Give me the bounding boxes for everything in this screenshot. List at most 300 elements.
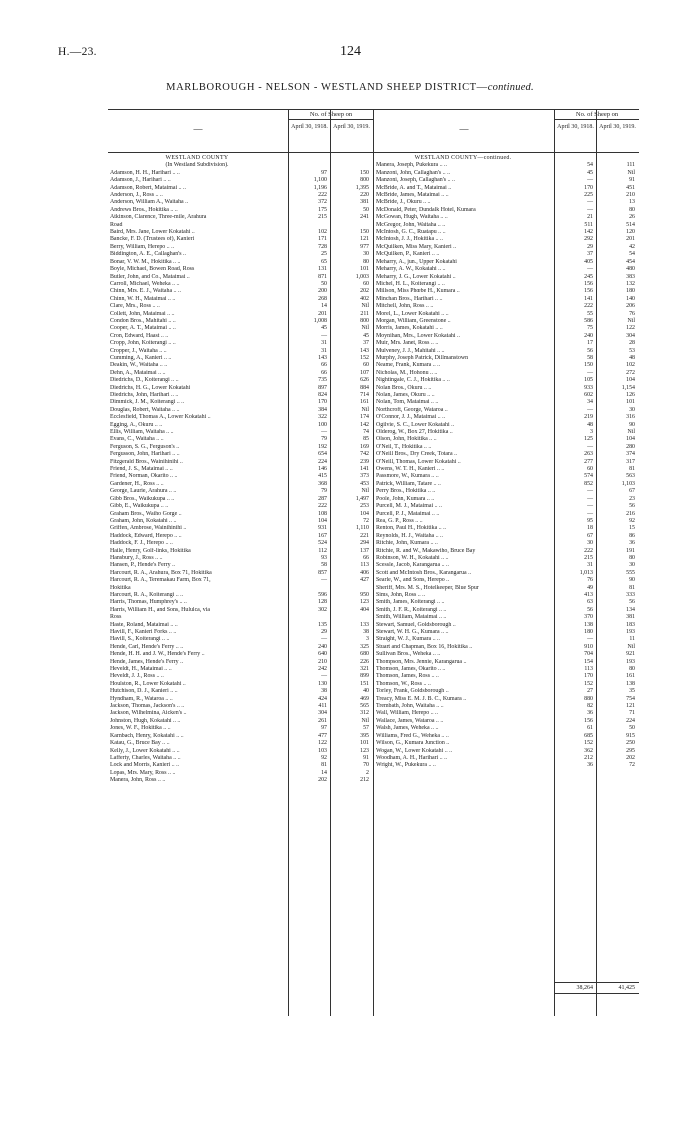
sheep-1918: 103 xyxy=(318,747,327,754)
owner-name: O'Neil, T., Hokitika .. .. xyxy=(376,443,432,450)
sheep-1918: 511 xyxy=(584,221,593,228)
table-row xyxy=(108,755,373,762)
sheep-1919: 404 xyxy=(360,606,369,613)
sheep-1918: — xyxy=(587,177,593,184)
table-row xyxy=(374,710,639,717)
sheep-1919: 80 xyxy=(629,554,635,561)
table-row xyxy=(374,266,639,273)
owner-name: Friend, J. S., Mataimai .. .. xyxy=(110,466,173,473)
owner-name: Karnbach, Henry, Kokatahi .. .. xyxy=(110,732,184,739)
owner-name: Evans, C., Waitaha .. .. xyxy=(110,436,164,443)
sheep-1919: 60 xyxy=(363,362,369,369)
table-row xyxy=(108,266,373,273)
sheep-1918: — xyxy=(587,495,593,502)
owner-name: Muir, Mrs. Janet, Ross .. .. xyxy=(376,340,439,347)
sheep-1919: 316 xyxy=(626,414,635,421)
sheep-1918: — xyxy=(587,503,593,510)
table-row xyxy=(108,377,373,384)
sheep-1918: 574 xyxy=(584,473,593,480)
sheep-1919: 161 xyxy=(360,399,369,406)
table-row xyxy=(108,333,373,340)
table-row xyxy=(374,281,639,288)
sheep-1918: 170 xyxy=(584,673,593,680)
sheep-1919: 42 xyxy=(629,243,635,250)
owner-name: Clare, Mrs., Ross .. .. xyxy=(110,303,160,310)
sheep-1919: 134 xyxy=(626,606,635,613)
sheep-1919: 80 xyxy=(363,258,369,265)
owner-name: Diedrichs, H. G., Lower Kokatahi xyxy=(110,384,191,391)
sheep-1918: 79 xyxy=(321,488,327,495)
sheep-1918: 215 xyxy=(318,214,327,221)
sheep-1918: 292 xyxy=(584,236,593,243)
owner-name: Millson, Miss Phœbe H., Kumara .. xyxy=(376,288,460,295)
sheep-1919: 202 xyxy=(360,288,369,295)
owner-name: Jackson, Wilhelmina, Aicken's .. xyxy=(110,710,187,717)
sheep-1918: 131 xyxy=(318,266,327,273)
sheep-1919: 48 xyxy=(629,354,635,361)
table-row xyxy=(374,199,639,206)
owner-name: Deakin, W., Waitaha .. .. xyxy=(110,362,168,369)
owner-name: Hokitika xyxy=(110,584,131,591)
table-row xyxy=(108,770,373,777)
owner-name: Meharry, J. G., Lower Kokatahi .. xyxy=(376,273,456,280)
sheep-1919: 950 xyxy=(360,591,369,598)
sheep-1918: 31 xyxy=(587,562,593,569)
table-row xyxy=(374,348,639,355)
sheep-1918: 261 xyxy=(318,717,327,724)
table-row xyxy=(108,362,373,369)
sheep-1919: 30 xyxy=(629,406,635,413)
table-row xyxy=(374,318,639,325)
table-row xyxy=(374,511,639,518)
owner-name: Ritchie, John, Kumara .. .. xyxy=(376,540,438,547)
sheep-1918: 304 xyxy=(318,710,327,717)
sheep-1918: — xyxy=(587,510,593,517)
sheep-1918: 156 xyxy=(584,280,593,287)
owner-name: Douglas, Robert, Waitaha .. .. xyxy=(110,406,180,413)
sheep-1918: 735 xyxy=(318,377,327,384)
sheep-1918: 36 xyxy=(587,710,593,717)
owner-name: Wogan, W., Lower Kokatahi .. .. xyxy=(376,747,453,754)
owner-name: Manera, Joseph, Pukekura .. .. xyxy=(376,162,447,169)
table-row xyxy=(108,199,373,206)
owner-name: Dimmick, J. M., Koiterangi .. .. xyxy=(110,399,185,406)
owner-name: Rea, G. P., Ross .. .. xyxy=(376,517,423,524)
table-row xyxy=(108,481,373,488)
table-row xyxy=(108,629,373,636)
table-row xyxy=(108,399,373,406)
owner-name: Northcroft, George, Wataroa .. xyxy=(376,406,448,413)
sheep-1918: 146 xyxy=(318,466,327,473)
owner-name: Thomson, James, Okarito .. .. xyxy=(376,666,446,673)
sheep-1919: 333 xyxy=(626,591,635,598)
owner-name: Sullivan Bros., Weheka .. .. xyxy=(376,651,441,658)
owner-name: Havill, S., Koiterangi .. .. xyxy=(110,636,170,643)
sheep-1918: 222 xyxy=(584,303,593,310)
table-row xyxy=(108,777,373,784)
table-row xyxy=(374,481,639,488)
table-row xyxy=(108,422,373,429)
table-row xyxy=(108,703,373,710)
sheep-1919: 680 xyxy=(360,651,369,658)
owner-name: Sheriff, Mrs. M. S., Hotelkeeper, Blue Spur xyxy=(376,584,479,591)
table-row xyxy=(108,562,373,569)
sheep-1919: 133 xyxy=(360,621,369,628)
sheep-1919: 1,497 xyxy=(355,495,369,502)
table-row xyxy=(374,296,639,303)
sheep-1918: 242 xyxy=(318,666,327,673)
sheep-1918: 287 xyxy=(318,495,327,502)
sheep-1918: 1,008 xyxy=(313,317,327,324)
totals-row xyxy=(555,982,639,994)
year-1919-header: April 30, 1919. xyxy=(333,124,370,130)
table-row xyxy=(374,607,639,614)
table-row xyxy=(374,177,639,184)
owner-name: Morgan, William, Greenstone .. xyxy=(376,317,451,324)
sheep-1918: 130 xyxy=(318,680,327,687)
sheep-1919: 183 xyxy=(626,621,635,628)
owner-name: Wallace, James, Wataroa .. .. xyxy=(376,717,444,724)
table-row xyxy=(374,407,639,414)
sheep-1919: 72 xyxy=(363,517,369,524)
table-row xyxy=(374,251,639,258)
sheep-1918: 728 xyxy=(318,243,327,250)
table-row xyxy=(108,585,373,592)
table-row xyxy=(374,548,639,555)
table-row xyxy=(108,259,373,266)
sheep-1918: — xyxy=(587,636,593,643)
right-rows xyxy=(374,155,639,770)
table-row xyxy=(374,274,639,281)
table-row xyxy=(374,629,639,636)
sheep-1918: 852 xyxy=(584,480,593,487)
sheep-1918: 302 xyxy=(318,606,327,613)
sheep-1918: 61 xyxy=(587,725,593,732)
sheep-1919: 250 xyxy=(626,740,635,747)
sheep-1918: 415 xyxy=(318,473,327,480)
table-row xyxy=(108,407,373,414)
table-row xyxy=(108,325,373,332)
sheep-1919: 193 xyxy=(626,658,635,665)
table-row xyxy=(374,614,639,621)
owner-name: Ross xyxy=(110,614,122,621)
table-row xyxy=(108,733,373,740)
sheep-1919: 626 xyxy=(360,377,369,384)
sheep-1918: 34 xyxy=(587,399,593,406)
sheep-1919: 312 xyxy=(360,710,369,717)
sheep-1919: 295 xyxy=(626,747,635,754)
owner-name: Wright, W., Pukekura .. .. xyxy=(376,762,436,769)
owner-name: Havill, F., Kanieri Forks .. .. xyxy=(110,629,177,635)
owner-name: Purcell, P. J., Mataimai .. .. xyxy=(376,510,440,517)
table-row xyxy=(108,429,373,436)
table-row xyxy=(108,673,373,680)
owner-name: Kelly, J., Lower Kokatahi .. .. xyxy=(110,747,180,754)
sheep-1919: 70 xyxy=(363,762,369,769)
table-row xyxy=(374,496,639,503)
sheep-1918: 322 xyxy=(318,414,327,421)
sheep-1918: 910 xyxy=(584,643,593,650)
sheep-1919: 81 xyxy=(629,466,635,473)
sheep-1918: 596 xyxy=(318,591,327,598)
sheep-1918: 224 xyxy=(318,458,327,465)
table-row xyxy=(108,488,373,495)
sheep-1918: 95 xyxy=(587,517,593,524)
sheep-1918: 219 xyxy=(584,414,593,421)
sheep-1918: 45 xyxy=(321,325,327,332)
sheep-1919: 142 xyxy=(360,421,369,428)
sheep-1918: 222 xyxy=(318,192,327,199)
sheep-1918: 102 xyxy=(318,229,327,236)
sheep-1918: 104 xyxy=(318,517,327,524)
sheep-1918: 30 xyxy=(587,540,593,547)
table-row xyxy=(374,325,639,332)
sheep-1919: 107 xyxy=(360,369,369,376)
sheep-1918: 93 xyxy=(321,554,327,561)
sheep-1919: Nil xyxy=(627,429,635,436)
table-row xyxy=(374,355,639,362)
sheep-1918: 477 xyxy=(318,732,327,739)
sheep-1918: 143 xyxy=(318,354,327,361)
owner-name: Bonar, V. W. M., Hokitika .. .. xyxy=(110,258,181,265)
owner-name: Thompson, Mrs. Jennie, Karangarua .. xyxy=(376,658,467,665)
table-row xyxy=(374,599,639,606)
sheep-1918: 411 xyxy=(318,703,327,710)
sheep-1918: — xyxy=(321,429,327,436)
owner-name: Ferguson, S. G., Ferguson's .. xyxy=(110,443,180,450)
owner-name: Cropper, J., Waitaha .. .. xyxy=(110,347,167,354)
sheep-1919: 121 xyxy=(626,703,635,710)
sheep-1919: 754 xyxy=(626,695,635,702)
table-row xyxy=(108,370,373,377)
sheep-1919: 111 xyxy=(626,162,635,169)
owner-name: Morel, L., Lower Kokatahi .. .. xyxy=(376,310,449,317)
owner-name: Mitchell, John, Ross .. .. xyxy=(376,303,434,310)
sheep-1919: 272 xyxy=(626,369,635,376)
sheep-1919: 402 xyxy=(360,295,369,302)
table-row xyxy=(108,385,373,392)
table-row xyxy=(374,762,639,769)
table-row xyxy=(374,370,639,377)
sheep-1919: Nil xyxy=(627,169,635,176)
owner-name: Treacy, Miss E. M. J. B. C., Kumara .. xyxy=(376,695,467,702)
owner-name: Atkinson, Clarence, Three-mile, Arahura xyxy=(110,214,207,221)
table-row xyxy=(374,570,639,577)
owner-name: Wall, William, Herepo .. .. xyxy=(376,710,438,717)
table-row xyxy=(374,288,639,295)
sheep-1918: 154 xyxy=(584,658,593,665)
owner-name: Hutchison, D. J., Kanieri .. .. xyxy=(110,688,178,695)
sheep-1918: 49 xyxy=(587,584,593,591)
owner-name: Collett, John, Mataimai .. .. xyxy=(110,310,175,317)
sheep-1918: 92 xyxy=(321,754,327,761)
owner-name: Olderog, W., Box 27, Hokitika .. xyxy=(376,429,453,436)
owner-name: Meharry, A., jun., Upper Kokatahi xyxy=(376,258,457,265)
sheep-1918: — xyxy=(587,488,593,495)
owner-name: Cooper, A. T., Mataimai .. .. xyxy=(110,325,176,332)
sheep-1918: 112 xyxy=(318,547,327,554)
sheep-1919: 406 xyxy=(360,569,369,576)
table-row xyxy=(374,540,639,547)
sheep-1918: 170 xyxy=(318,399,327,406)
sheep-1918: 29 xyxy=(321,629,327,635)
sheep-1918: 384 xyxy=(318,406,327,413)
table-row xyxy=(108,274,373,281)
sheep-1919: 150 xyxy=(360,169,369,176)
owner-name: Condon Bros., Mahitahi .. .. xyxy=(110,317,176,324)
sheep-1919: 555 xyxy=(626,569,635,576)
table-row xyxy=(108,229,373,236)
owner-name: McIntosh, G. C., Ruatapu .. .. xyxy=(376,229,446,236)
owner-name: Stewart, W. H. G., Kumara .. .. xyxy=(376,629,449,635)
sheep-1919: 202 xyxy=(626,754,635,761)
sheep-1919: 143 xyxy=(360,347,369,354)
sheep-1919: 137 xyxy=(360,547,369,554)
table-row xyxy=(374,733,639,740)
sheep-1918: 66 xyxy=(321,369,327,376)
column-header xyxy=(108,109,373,153)
owner-name: Nolan, James, Okuru .. .. xyxy=(376,392,435,398)
table-row xyxy=(108,511,373,518)
owner-name: Thomson, James, Ross .. .. xyxy=(376,673,439,680)
owner-name: Harris, William H., and Sons, Hululca, via xyxy=(110,606,210,613)
owner-name: Harcourt, R. A., Arahura, Box 71, Hokitika xyxy=(110,569,212,576)
sheep-1919: 304 xyxy=(626,332,635,339)
sheep-1918: 56 xyxy=(587,347,593,354)
owner-name: Meharry, A. W., Kokatahi .. .. xyxy=(376,266,446,273)
owner-name: Cropp, John, Koiterangi .. .. xyxy=(110,340,176,347)
sheep-1919: 60 xyxy=(363,280,369,287)
table-row xyxy=(108,311,373,318)
sheep-1919: 90 xyxy=(629,577,635,584)
owner-name: Diedrichs, John, Harihari .. .. xyxy=(110,392,179,398)
report-reference: H.—23. xyxy=(58,46,97,58)
sheep-1919: 221 xyxy=(360,532,369,539)
table-row xyxy=(374,444,639,451)
owner-name: Chinn, Mrs. E. J., Waitaha .. .. xyxy=(110,288,181,295)
table-row xyxy=(108,444,373,451)
sheep-1919: Nil xyxy=(361,325,369,332)
sheep-1919: 3 xyxy=(366,636,369,643)
owner-name: Purcell, M. J., Mataimai .. .. xyxy=(376,503,442,510)
owner-name: Graham, John, Kokatahi .. .. xyxy=(110,517,177,524)
table-row xyxy=(374,533,639,540)
sheep-1918: — xyxy=(321,636,327,643)
table-row xyxy=(108,185,373,192)
owner-name: Michel, H. L., Koiterangi .. .. xyxy=(376,280,445,287)
table-row xyxy=(108,214,373,221)
table-row xyxy=(108,681,373,688)
sheep-1919: 884 xyxy=(360,384,369,391)
sheep-1918: 167 xyxy=(318,532,327,539)
sheep-1919: 122 xyxy=(626,325,635,332)
table-row xyxy=(108,459,373,466)
sheep-header: No. of Sheep on xyxy=(289,111,373,120)
table-row xyxy=(374,562,639,569)
owner-name: Griffen, Ambrose, Wainihinihi .. xyxy=(110,525,187,532)
sheep-1919: 50 xyxy=(629,725,635,732)
sheep-1918: 14 xyxy=(321,769,327,776)
table-row xyxy=(108,710,373,717)
sheep-1919: 54 xyxy=(629,251,635,258)
table-row xyxy=(374,755,639,762)
table-row xyxy=(374,259,639,266)
sheep-1919: 80 xyxy=(629,666,635,673)
sheep-1919: 180 xyxy=(626,288,635,295)
owner-name: Katau, G., Bruce Bay .. .. xyxy=(110,740,170,747)
sheep-1919: 210 xyxy=(626,192,635,199)
sheep-1918: 1,100 xyxy=(313,177,327,184)
sheep-1918: 880 xyxy=(584,695,593,702)
column-header xyxy=(374,109,639,153)
title-suffix: continued. xyxy=(487,82,534,93)
sheep-1919: 126 xyxy=(626,392,635,398)
sheep-1918: 18 xyxy=(587,525,593,532)
sheep-1918: 212 xyxy=(584,754,593,761)
owner-name: Nolan, Tom, Mataimai .. .. xyxy=(376,399,439,406)
table-row xyxy=(108,548,373,555)
owner-name: Lopas, Mrs. Mary, Ross .. .. xyxy=(110,769,176,776)
owner-name: Nolan Bros., Okuru .. .. xyxy=(376,384,432,391)
table-row xyxy=(374,399,639,406)
sheep-1918: 97 xyxy=(321,725,327,732)
owner-name: Smith, J. F. R., Koiterangi .. .. xyxy=(376,606,447,613)
sheep-1919: Nil xyxy=(361,303,369,310)
table-row xyxy=(108,207,373,214)
sheep-1919: 469 xyxy=(360,695,369,702)
sheep-1919: 201 xyxy=(626,236,635,243)
table-row xyxy=(374,162,639,169)
sheep-1918: 63 xyxy=(587,599,593,606)
owner-name: Ellis, William, Waitaha .. .. xyxy=(110,429,174,436)
table-row xyxy=(108,636,373,643)
sheep-1919: 86 xyxy=(629,532,635,539)
sheep-1918: 66 xyxy=(321,362,327,369)
sheep-1919: 56 xyxy=(629,599,635,606)
sheep-1919: 921 xyxy=(626,651,635,658)
owner-name: McIntosh, J. J., Hokitika .. .. xyxy=(376,236,443,243)
sheep-1918: 81 xyxy=(321,762,327,769)
sheep-1919: 11 xyxy=(629,636,635,643)
table-row xyxy=(374,466,639,473)
sheep-1919: Nil xyxy=(627,317,635,324)
sheep-1919: 104 xyxy=(626,377,635,384)
sheep-1919: 216 xyxy=(626,510,635,517)
table-row xyxy=(374,622,639,629)
owner-name: Bancke, F. D. (Trustees of), Kanieri xyxy=(110,236,195,243)
sheep-1918: 17 xyxy=(587,340,593,347)
owner-name: McQuilken, P., Kanieri .. .. xyxy=(376,251,440,258)
sheep-1919: 26 xyxy=(629,214,635,221)
sheep-1918: 586 xyxy=(584,317,593,324)
owner-name: Hende, H. H. and J. W., Hende's Ferry .. xyxy=(110,651,205,658)
owner-name: Stuart and Chapman, Box 16, Hokitika .. xyxy=(376,643,473,650)
sheep-1919: 101 xyxy=(626,399,635,406)
sheep-1919: 28 xyxy=(629,340,635,347)
sheep-1919: 101 xyxy=(360,266,369,273)
sheep-1919: 15 xyxy=(629,525,635,532)
owner-name: Lafferty, Charles, Waitaha .. .. xyxy=(110,754,181,761)
owner-name: Road xyxy=(110,221,123,228)
sheep-1919: 193 xyxy=(626,629,635,635)
owner-name: McBride, J., Okuru .. .. xyxy=(376,199,431,206)
year-1919-header: April 30, 1919. xyxy=(599,124,636,130)
sheep-1919: Nil xyxy=(361,717,369,724)
owner-name: Diedrichs, D., Koiterangi .. .. xyxy=(110,377,179,384)
owner-name: Nightingale, C. J., Hokitika .. .. xyxy=(376,377,450,384)
sheep-1919: Nil xyxy=(361,488,369,495)
owner-name: Adamson, J., Harihari .. .. xyxy=(110,177,171,184)
